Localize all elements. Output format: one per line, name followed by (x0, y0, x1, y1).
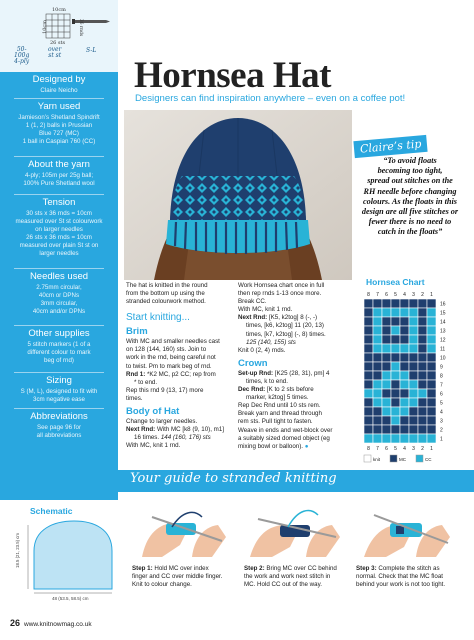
chart-cell (400, 344, 409, 353)
chart-col-number: 3 (412, 292, 415, 298)
guide-banner-title: Your guide to stranded knitting (130, 471, 337, 486)
gauge-sts-label: 26 sts (50, 40, 66, 46)
step-1-photo (132, 497, 232, 559)
chart-cell (382, 434, 391, 443)
gauge-note-weight: 50- 100g 4-ply (14, 46, 30, 65)
chart-cell (373, 380, 382, 389)
chart-cell (382, 344, 391, 353)
brim-heading: Brim (126, 326, 148, 338)
chart-cell (382, 308, 391, 317)
chart-cell (409, 353, 418, 362)
tension-section: Tension 30 sts x 36 rnds = 10cm measured over St st colourwork on larger needles 26 sts x 36 rnds = 10cm measured over plain St st on larger needles (15, 197, 103, 257)
divider (14, 194, 104, 195)
chart-cell (418, 317, 427, 326)
about-yarn-section: About the yarn 4-ply; 105m per 25g ball; 100% Pure Shetland wool (23, 159, 95, 187)
chart-cell (400, 371, 409, 380)
chart-cell (400, 425, 409, 434)
footer-url: www.knitnowmag.co.uk (24, 621, 92, 628)
page-subtitle: Designers can find inspiration anywhere – even on a coffee pot! (135, 93, 406, 104)
chart-cell (418, 353, 427, 362)
chart-cell (427, 299, 436, 308)
chart-cell (418, 335, 427, 344)
divider (14, 372, 104, 373)
chart-cell (373, 353, 382, 362)
chart-cell (409, 299, 418, 308)
chart-cell (391, 380, 400, 389)
chart-legend-label: knit (373, 457, 381, 462)
chart-cell (400, 398, 409, 407)
chart-cell (400, 326, 409, 335)
chart-cell (382, 326, 391, 335)
chart-cell (391, 416, 400, 425)
chart-cell (409, 398, 418, 407)
chart-cell (427, 416, 436, 425)
chart-cell (418, 407, 427, 416)
chart-cell (418, 299, 427, 308)
schematic-diagram (14, 517, 118, 597)
gauge-width-label: 10cm (52, 7, 66, 13)
chart-cell (373, 407, 382, 416)
chart-cell (391, 425, 400, 434)
pattern-column-1: The hat is knitted in the round from the bottom up using the stranded colourwork method. Start knitting... Brim With MC and smaller needles cast on 128 (144, 160) sts. Join to work in the rnd, being careful not to twist. Pm to mark beg of rnd. Rnd 1: *K2 MC, p2 CC; rep from * to end. Rep this rnd 9 (13, 17) more times. Body of Hat Change to larger needles. Next Rnd: With MC [k8 (9, 10), m1] 16 times. 144 (160, 176) sts With MC, knit 1 rnd. (126, 282, 238, 450)
chart-cell (364, 407, 373, 416)
chart-cell (400, 317, 409, 326)
chart-row-number: 7 (440, 382, 443, 389)
divider (14, 325, 104, 326)
start-knitting-heading: Start knitting... (126, 312, 190, 324)
chart-cell (364, 353, 373, 362)
chart-cell (364, 344, 373, 353)
chart-cell (364, 398, 373, 407)
chart-col-number: 4 (403, 292, 406, 298)
chart-legend-label: CC (425, 457, 432, 462)
chart-cell (418, 434, 427, 443)
chart-cell (418, 362, 427, 371)
chart-cell (427, 308, 436, 317)
chart-cell (418, 326, 427, 335)
chart-row-number: 5 (440, 400, 443, 407)
chart-row-number: 9 (440, 364, 443, 371)
chart-row-number: 16 (440, 301, 446, 308)
chart-cell (382, 299, 391, 308)
chart-cell (427, 353, 436, 362)
chart-cell (418, 389, 427, 398)
chart-cell (400, 407, 409, 416)
chart-cell (409, 407, 418, 416)
chart-cell (409, 389, 418, 398)
chart-col-number: 8 (367, 446, 370, 452)
chart-cell (391, 434, 400, 443)
chart-cell (427, 407, 436, 416)
chart-cell (409, 344, 418, 353)
sizing-section: Sizing S (M, L), designed to fit with 3cm negative ease (20, 375, 98, 403)
chart-col-number: 5 (394, 292, 397, 298)
chart-cell (373, 344, 382, 353)
step-1-text: Step 1: Hold MC over index finger and CC over middle finger. Knit to colour change. (132, 565, 223, 588)
chart-cell (373, 425, 382, 434)
page-number: 26 (10, 618, 21, 628)
other-supplies-section: Other supplies 5 stitch markers (1 of a different colour to mark beg of rnd) (27, 328, 91, 364)
chart-cell (382, 407, 391, 416)
schematic-width-label: 48 (53.5, 58.5) cm (52, 596, 89, 601)
chart-col-number: 7 (376, 446, 379, 452)
chart-col-number: 7 (376, 292, 379, 298)
chart-row-number: 4 (440, 409, 443, 416)
chart-row-number: 13 (440, 328, 446, 335)
chart-cell (409, 308, 418, 317)
chart-cell (364, 317, 373, 326)
chart-legend-swatch (416, 455, 423, 462)
step-3-photo (356, 497, 456, 559)
chart-row-number: 11 (440, 346, 446, 353)
chart-row-number: 15 (440, 310, 446, 317)
gauge-note-size: S-L (86, 47, 97, 54)
chart-cell (427, 335, 436, 344)
chart-cell (373, 362, 382, 371)
chart-cell (418, 425, 427, 434)
chart-cell (427, 389, 436, 398)
chart-cell (382, 416, 391, 425)
chart-cell (391, 389, 400, 398)
chart-cell (427, 425, 436, 434)
chart-cell (409, 362, 418, 371)
designer-section: Designed by Claire Neicho (32, 74, 86, 94)
schematic-title: Schematic (30, 506, 73, 516)
chart-cell (409, 335, 418, 344)
chart-cell (373, 434, 382, 443)
chart-cell (364, 308, 373, 317)
crown-heading: Crown (238, 357, 268, 369)
chart-cell (391, 398, 400, 407)
chart-cell (391, 326, 400, 335)
chart-cell (391, 353, 400, 362)
chart-cell (391, 407, 400, 416)
chart-cell (418, 308, 427, 317)
chart-cell (418, 398, 427, 407)
chart-col-number: 6 (385, 446, 388, 452)
chart-cell (409, 434, 418, 443)
chart-cell (409, 317, 418, 326)
needles-section: Needles used 2.75mm circular, 40cm or DPNs 3mm circular, 40cm and/or DPNs (29, 271, 89, 315)
page-title: Hornsea Hat (134, 55, 331, 96)
chart-col-number: 8 (367, 292, 370, 298)
chart-cell (427, 398, 436, 407)
chart-legend-label: MC (399, 457, 406, 462)
abbreviations-section: Abbreviations See page 96 for all abbreviations (30, 411, 88, 439)
pattern-column-2: Work Hornsea chart once in full then rep rnds 1-13 once more. Break CC. With MC, knit 1 rnd. Next Rnd: [K5, k2tog] 8 (-, -) times, [k6, k2tog] 11 (20, 13) times, [k7, k2tog] (-, 8) times. 125 (140, 155) sts Knit 0 (2, 4) rnds. Crown Set-up Rnd: [K25 (28, 31), pm] 4 times, k to end. Dec Rnd: [K to 2 sts before marker, k2tog] 5 times. Rep Dec Rnd until 10 sts rem. Break yarn and thread through rem sts. Pull tight to fasten. Weave in ends and wet-block over a suitably sized domed object (eg mixing bowl or balloon). ● (238, 282, 352, 451)
chart-cell (418, 344, 427, 353)
chart-cell (364, 434, 373, 443)
chart-cell (382, 317, 391, 326)
chart-cell (364, 380, 373, 389)
chart-legend-swatch (364, 455, 371, 462)
gauge-note-stitch: over st st (48, 46, 62, 59)
chart-row-number: 6 (440, 391, 443, 398)
divider (14, 268, 104, 269)
hat-photo (124, 110, 352, 280)
chart-cell (391, 335, 400, 344)
chart-cell (400, 308, 409, 317)
chart-cell (373, 371, 382, 380)
chart-row-number: 8 (440, 373, 443, 380)
chart-cell (364, 371, 373, 380)
sidebar (0, 0, 118, 500)
tip-title: Claire’s tip (353, 135, 428, 158)
divider (14, 408, 104, 409)
chart-cell (391, 299, 400, 308)
chart-row-number: 3 (440, 418, 443, 425)
chart-cell (373, 317, 382, 326)
chart-cell (391, 344, 400, 353)
chart-cell (391, 308, 400, 317)
chart-title: Hornsea Chart (366, 277, 425, 287)
chart-col-number: 1 (430, 446, 433, 452)
chart-cell (418, 416, 427, 425)
chart-cell (427, 317, 436, 326)
chart-cell (427, 371, 436, 380)
chart-row-number: 2 (440, 427, 443, 434)
chart-cell (391, 362, 400, 371)
chart-cell (409, 371, 418, 380)
chart-col-number: 2 (421, 292, 424, 298)
chart-cell (382, 398, 391, 407)
chart-cell (400, 434, 409, 443)
chart-cell (382, 380, 391, 389)
chart-cell (400, 299, 409, 308)
schematic-height-label: 18.5 (21, 23.5) cm (14, 533, 20, 568)
chart-col-number: 4 (403, 446, 406, 452)
chart-cell (373, 389, 382, 398)
chart-cell (382, 353, 391, 362)
chart-cell (382, 335, 391, 344)
chart-cell (418, 380, 427, 389)
chart-row-number: 1 (440, 436, 443, 443)
chart-cell (364, 326, 373, 335)
step-3-text: Step 3: Complete the stitch as normal. Check that the MC float behind your work is not too tight. (356, 565, 446, 588)
chart-cell (382, 362, 391, 371)
tip-quote: “To avoid floats becoming too tight, spread out stitches on the RH needle before changing colours. As the floats in this design are all five stitches or fewer there is no need to catch in the floats” (361, 156, 459, 237)
chart-cell (409, 326, 418, 335)
step-2-text: Step 2: Bring MC over CC behind the work and work next stitch in MC. Hold CC out of the way. (244, 565, 337, 588)
divider (14, 98, 104, 99)
chart-col-number: 6 (385, 292, 388, 298)
chart-legend-swatch (390, 455, 397, 462)
chart-cell (364, 425, 373, 434)
end-mark-icon: ● (304, 442, 309, 450)
chart-cell (364, 299, 373, 308)
chart-cell (427, 380, 436, 389)
chart-cell (373, 326, 382, 335)
chart-cell (409, 425, 418, 434)
chart-cell (400, 416, 409, 425)
chart-col-number: 1 (430, 292, 433, 298)
chart-cell (382, 425, 391, 434)
chart-cell (373, 398, 382, 407)
chart-cell (400, 380, 409, 389)
chart-cell (427, 362, 436, 371)
chart-col-number: 5 (394, 446, 397, 452)
chart-row-number: 10 (440, 355, 446, 362)
body-heading: Body of Hat (126, 406, 180, 418)
chart-cell (373, 308, 382, 317)
chart-cell (382, 389, 391, 398)
chart-cell (418, 371, 427, 380)
chart-cell (364, 389, 373, 398)
gauge-rows-label: 36 rnds (78, 18, 84, 37)
chart-cell (409, 416, 418, 425)
chart-cell (427, 344, 436, 353)
chart-cell (373, 335, 382, 344)
chart-col-number: 2 (421, 446, 424, 452)
divider (14, 156, 104, 157)
chart-cell (364, 362, 373, 371)
chart-row-number: 12 (440, 337, 446, 344)
yarn-section: Yarn used Jamieson’s Shetland Spindrift 1 (1, 2) balls in Prussian Blue 727 (MC) 1 ball in Caspian 760 (CC) (18, 101, 100, 145)
chart-cell (391, 371, 400, 380)
chart-cell (364, 416, 373, 425)
chart-row-number: 14 (440, 319, 446, 326)
chart-cell (373, 299, 382, 308)
chart-col-number: 3 (412, 446, 415, 452)
page-footer (10, 618, 92, 628)
chart-cell (373, 416, 382, 425)
chart-cell (364, 335, 373, 344)
chart-cell (409, 380, 418, 389)
chart-cell (427, 434, 436, 443)
step-2-photo (244, 497, 344, 559)
chart-cell (391, 317, 400, 326)
chart-cell (400, 335, 409, 344)
chart-cell (427, 326, 436, 335)
hornsea-chart (356, 287, 472, 467)
chart-cell (382, 371, 391, 380)
chart-cell (400, 353, 409, 362)
gauge-height-label: 10cm (41, 20, 48, 34)
chart-cell (400, 362, 409, 371)
chart-cell (400, 389, 409, 398)
